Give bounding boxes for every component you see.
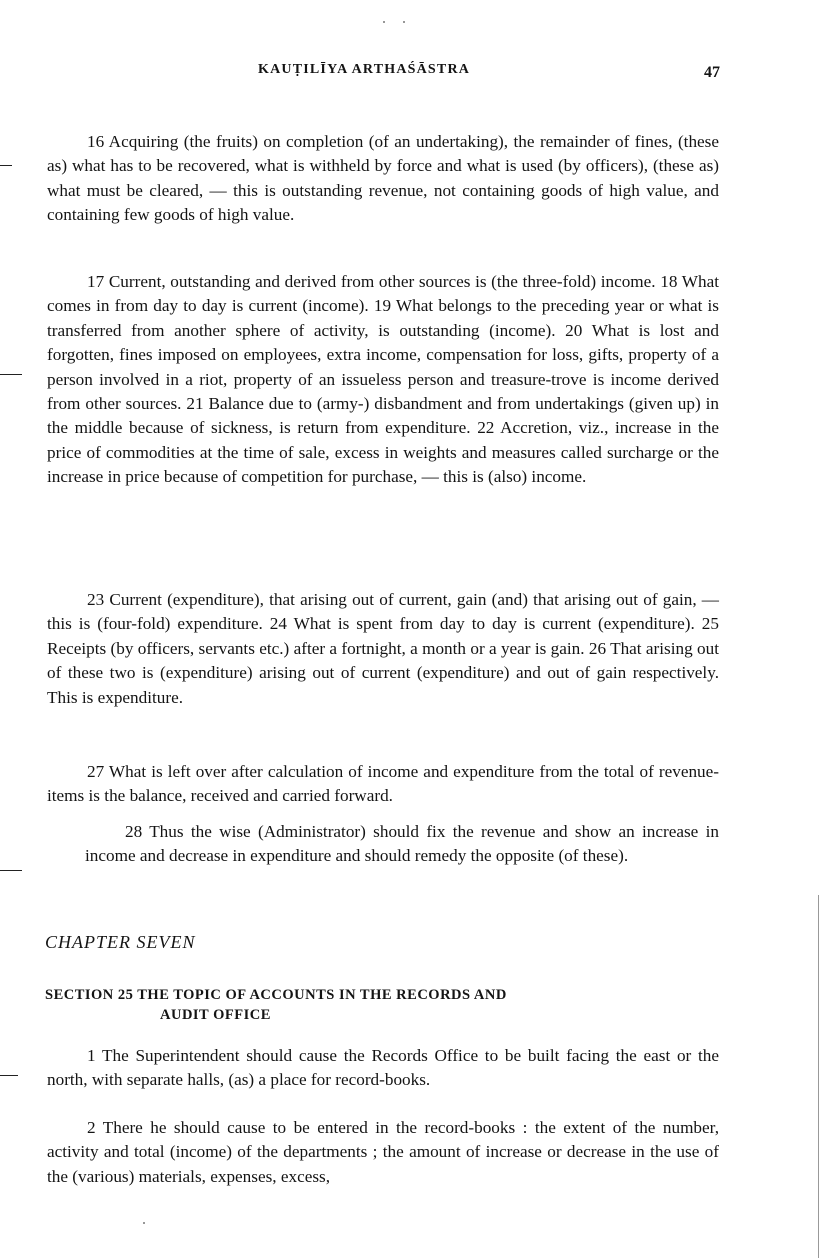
scan-speck xyxy=(143,1222,145,1224)
page-number: 47 xyxy=(704,64,720,81)
margin-mark xyxy=(0,1075,18,1076)
verse-28: 28 Thus the wise (Administrator) should fix the revenue and show an increase in income and decrease in expenditure and should remedy the opposite (of these). xyxy=(85,822,719,866)
chapter-paragraph-1: 1 The Superintendent should cause the Records Office to be built facing the east or the north, with separate halls, (as) a place for record-books. xyxy=(47,1046,719,1090)
paragraph-16: 16 Acquiring (the fruits) on completion (of an undertaking), the remainder of fines, (these as) what has to be recovered, what is withheld by force and what is used (by officers), (these as) what must be cleared, — this is outstanding revenue, not containing goods of high value, and containing few goods of high value. xyxy=(47,132,719,225)
scan-speck xyxy=(383,21,385,23)
margin-mark xyxy=(0,165,12,166)
scan-speck xyxy=(403,21,405,23)
paragraph-27: 27 What is left over after calculation of income and expenditure from the total of revenue-items is the balance, received and carried forward. xyxy=(47,762,719,806)
chapter-title: CHAPTER SEVEN xyxy=(45,932,196,952)
margin-mark xyxy=(0,870,22,871)
paragraph-23-26: 23 Current (expenditure), that arising out of current, gain (and) that arising out of gain, — this is (four-fold) expenditure. 24 What is spent from day to day is current (expenditure). 25 Receipts (by officers, servants etc.) after a fortnight, a month or a year is gain. 26 That arising out of these two is (expenditure) arising out of current (expenditure) and out of gain respectively. This is expenditure. xyxy=(47,590,719,707)
section-heading xyxy=(45,985,645,1025)
section-heading-line1: SECTION 25 THE TOPIC OF ACCOUNTS IN THE RECORDS AND xyxy=(45,987,507,1003)
scan-edge-line xyxy=(818,895,819,1258)
paragraph-17-22: 17 Current, outstanding and derived from other sources is (the three-fold) income. 18 What comes in from day to day is current (income). 19 What belongs to the preceding year or what is transferred from another sphere of activity, is outstanding (income). 20 What is lost and forgotten, fines imposed on employees, extra income, compensation for loss, gifts, property of a person involved in a riot, property of an issueless person and treasure-trove is income derived from other sources. 21 Balance due to (army-) disbandment and from undertakings (given up) in the middle because of sickness, is return from expenditure. 22 Accretion, viz., increase in the price of commodities at the time of sale, excess in weights and measures called surcharge or the increase in price because of competition for purchase, — this is (also) income. xyxy=(47,272,719,487)
margin-mark xyxy=(0,374,22,375)
chapter-paragraph-2: 2 There he should cause to be entered in the record-books : the extent of the number, activity and total (income) of the departments ; the amount of increase or decrease in the use of the (various) materials, expenses, excess, xyxy=(47,1118,719,1186)
running-title: KAUṬILĪYA ARTHAŚĀSTRA xyxy=(258,62,471,77)
section-heading-line2: AUDIT OFFICE xyxy=(160,1007,271,1023)
